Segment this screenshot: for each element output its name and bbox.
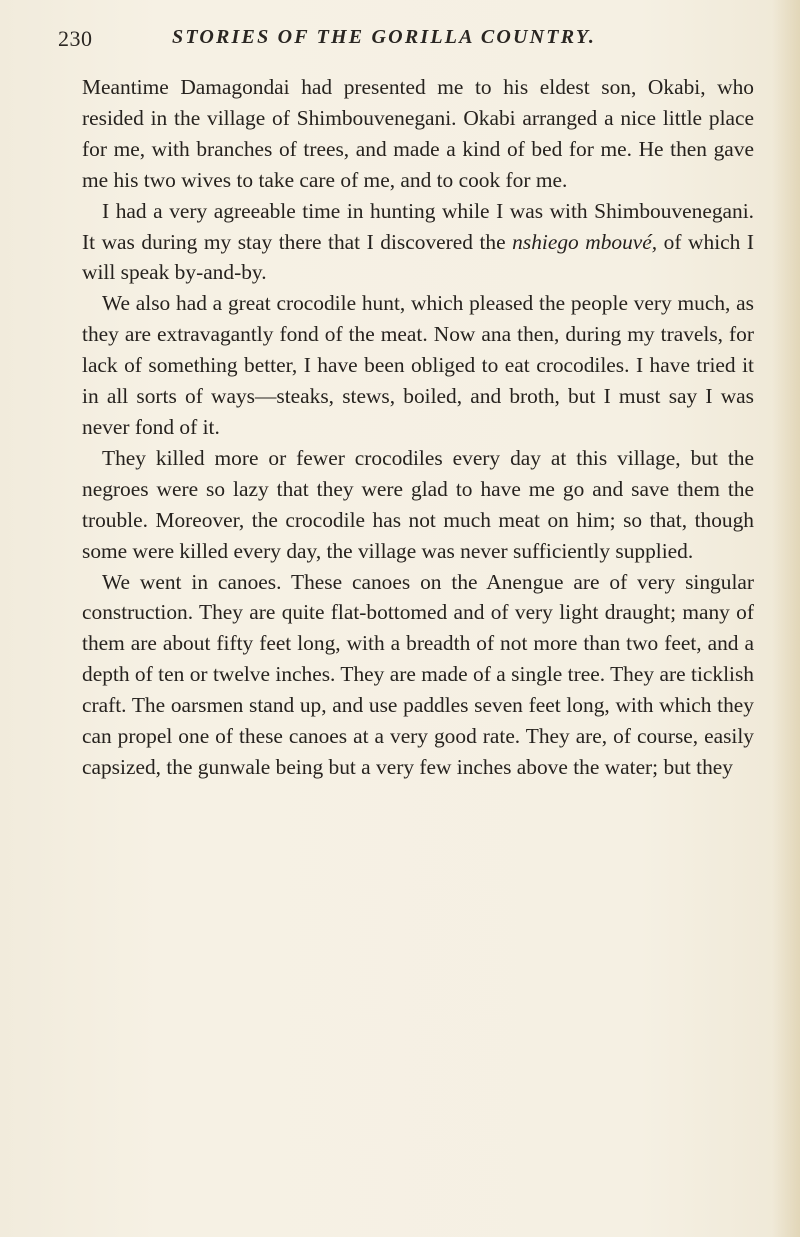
paragraph-2-end: of which I will speak by-and-by.: [82, 229, 754, 285]
paragraph-2-start: I had a very agreeable time in hunting while I was with Shimbouvenegani. It was during my stay there that I discovered the: [82, 198, 754, 254]
italic-term: nshiego mbouvé,: [512, 229, 658, 254]
paragraph-2: [82, 196, 754, 289]
page-header: [58, 26, 758, 56]
paragraph-4: They killed more or fewer crocodiles every day at this village, but the negroes were so lazy that they were glad to have me go and save them the trouble. Moreover, the crocodile has not much meat on him; so that, though some were killed every day, the village was never sufficiently supplied.: [82, 445, 754, 563]
paragraph-1: Meantime Damagondai had presented me to his eldest son, Okabi, who resided in the village of Shimbouvenegani. Okabi arranged a nice little place for me, with branches of trees, and made a kind of bed for me. He then gave me his two wives to take care of me, and to cook for me.: [82, 75, 754, 192]
page-number: 230: [58, 26, 93, 51]
running-title: STORIES OF THE GORILLA COUNTRY.: [172, 26, 597, 48]
paragraph-5: We went in canoes. These canoes on the Anengue are of very singular construction. They are quite flat-bottomed and of very light draught; many of them are about fifty feet long, with a breadth of not more than two feet, and a depth of ten or twelve inches. They are made of a single tree. They are ticklish craft. The oarsmen stand up, and use paddles seven feet long, with which they can propel one of these canoes at a very good rate. They are, of course, easily capsized, the gunwale being but a very few inches above the water; but they: [82, 569, 754, 779]
page-edge-shadow: [772, 0, 800, 1237]
paragraph-3: We also had a great crocodile hunt, which pleased the people very much, as they are extravagantly fond of the meat. Now ana then, during my travels, for lack of something better, I have been obliged to eat crocodiles. I have tried it in all sorts of ways—steaks, stews, boiled, and broth, but I must say I was never fond of it.: [82, 291, 754, 439]
body-text: [82, 72, 754, 783]
